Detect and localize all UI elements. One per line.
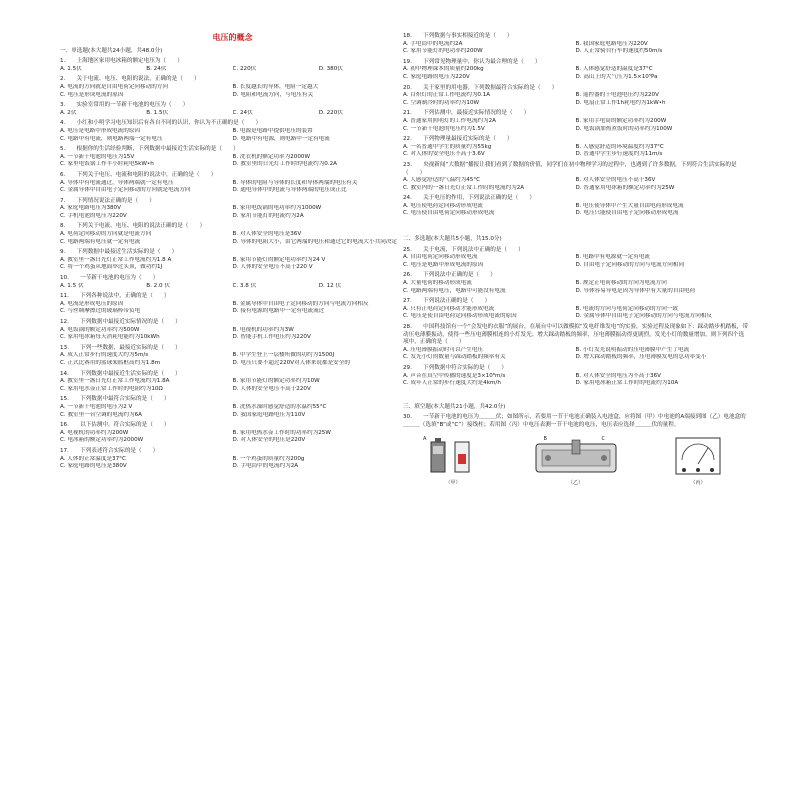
right-question-list (403, 33, 748, 218)
answer-option: D. 高山上的大气压为1.5×10⁵Pa (575, 73, 658, 80)
answer-option: B. 洗热水澡时感觉舒适的水温约55°C (232, 403, 327, 410)
option-list (60, 327, 405, 342)
question-stem: 9. 下列数据中最接近生活实际的是（ ） (60, 249, 178, 256)
answer-option: C. 家庭电路的电压为220V (403, 73, 470, 80)
answer-option: A. 声音在真空中传播的速度是3×10⁸m/s (403, 372, 506, 379)
answer-option: C. 电压是电路中形成电流的原因 (403, 261, 484, 268)
terminal-label-c: C (601, 435, 605, 442)
question (60, 76, 405, 99)
voltmeter-icon (648, 434, 748, 480)
answer-option: C. 教室里一台空调的电流约为6A (60, 411, 142, 418)
option-list (403, 203, 748, 218)
answer-option: B. 长度越长的导体，电阻一定越大 (232, 83, 319, 90)
option-list (403, 177, 748, 192)
question-stem: 18. 下列数据与事实相接近的是（ ） (403, 33, 513, 39)
answer-option: B. 人体感觉舒适的温度是37°C (575, 66, 653, 73)
answer-option: C. 将一个鸡蛋从地面举过头顶，做功约1J (60, 264, 163, 271)
answer-option: C. 电压是形成电流的原因 (60, 91, 124, 98)
answer-option: B. 电压使导体中产生大量自由电荷形成电流 (575, 202, 684, 209)
terminal-label-a: A (423, 435, 427, 442)
answer-option: A. 普通家用照明灯的工作电流约为2A (403, 117, 496, 124)
question (60, 396, 405, 419)
option-list (403, 254, 748, 269)
question-stem: 17. 下列表述符合实际的是（ ） (60, 447, 159, 454)
option-list (60, 180, 405, 195)
answer-option: B. 对人体安全的电压是36V (232, 231, 302, 238)
answer-option: A. 大量电荷的移动形成电流 (403, 280, 472, 287)
question (60, 102, 405, 117)
question-stem: 20. 关于家里的用电器，下列数据最符合实际的是（ ） (403, 84, 558, 91)
option-list (60, 378, 405, 393)
question-stem: 22. 下列物理量最接近实际的是（ ） (403, 136, 513, 143)
answer-option: A. 初中物理课本的质量约200kg (403, 66, 484, 73)
answer-option: A. 1.5伏 (60, 65, 82, 72)
answer-option: D. 家用电冰箱正常工作时的电流约为10A (575, 380, 679, 387)
option-list (403, 92, 748, 107)
question-stem: 3. 实验室常用的一节新干电池的电压为（ ） (60, 102, 189, 109)
answer-option: D. 电压只要不超过220V对人体来说都是安全的 (232, 359, 350, 366)
answer-option: A. 电流是形成电压的原因 (60, 300, 124, 307)
answer-option: A. 教室里一盏日光灯正常工作电流约为1.8 A (60, 256, 172, 263)
answer-option: B. 24伏 (146, 65, 167, 72)
answer-option: D. 增大踩动踏板的频率，压电薄膜发电的总功率变小 (575, 354, 707, 361)
answer-option: A. 压电薄膜振动时可以产生电压 (403, 346, 484, 353)
voltmeter-figure (648, 434, 748, 486)
option-list (403, 347, 748, 362)
option-list (60, 456, 405, 471)
option-list (60, 66, 405, 74)
answer-option: D. 电路中有电源，则电路中一定有电流 (232, 135, 330, 142)
option-list (403, 41, 748, 56)
question-stem: 10. 一节新干电池的电压为（ ） (60, 275, 159, 282)
question-stem: 5. 根据你的生活经验判断，下列数据中最接近生活实际的是（ ） (60, 146, 239, 153)
option-list (60, 84, 405, 99)
answer-option: D. 导体容易导电是因为导体中有大量的自由电荷 (575, 287, 696, 294)
option-list (403, 280, 748, 295)
question-stem: 23. 央视新闻“大数据”播报让我们看到了数据的价值，同学们在初中物理学习的过程中，也遇到了许多数据，下列符合生活实际的是（ ） (403, 161, 737, 176)
answer-option: D. 通电导体中的电流与导体两端的电压成正比 (232, 187, 347, 194)
answer-option: A. 成人正常步行的速度大约为5m/s (60, 352, 149, 359)
caption-jia: （甲） (445, 479, 461, 486)
answer-option: B. 导体的电阻与导体的长度和导体两端的电压有关 (232, 179, 358, 186)
battery-box-icon (526, 434, 626, 480)
answer-option: C. 空调制冷时的功率约为10W (403, 99, 480, 106)
answer-option: D. 自由电子定向移动的方向与电流方向相同 (575, 261, 685, 268)
option-list (403, 118, 748, 133)
question-stem: 28. 中国科技馆有一个“会发电的衣服”的展台，在展台中可以做模拟“发电纤维发电”的实验，实验过程及现象如下：踩动踏步机踏板，带动压电薄膜振动，使得一些压电薄膜相连的小灯发光；增大踩动踏板的频率，压电薄膜振动得更剧烈，发光小灯的数量增加，则下列四个选项中，正确的是（ ） (403, 324, 748, 346)
answer-option: D. 220伏 (318, 109, 343, 116)
answer-option: B. 电流的方向与电荷定向移动的方向一致 (575, 305, 678, 312)
answer-option: D. 电阻和电流方向，与电压有关 (232, 91, 314, 98)
answer-option: C. 家庭电路的电压是380V (60, 463, 127, 470)
question-stem: 29. 下列数据中符合实际的是（ ） (403, 364, 507, 371)
answer-option: D. 手电筒中的电流约为2A (232, 463, 299, 470)
question (403, 247, 748, 270)
question (403, 195, 748, 218)
answer-option: A. 电饭锅的额定功率约为500W (60, 326, 140, 333)
answer-option: A. 人体的正常温度是37°C (60, 455, 126, 462)
question-stem: 12. 下列数据中最接近实际情况的是（ ） (60, 319, 181, 325)
answer-option: C. 电路中有电流，则电路两端一定有电压 (60, 135, 163, 142)
answer-option: C. 手机电池的电压为220V (60, 212, 127, 219)
answer-option: B. 小灯发光说明振动的压电薄膜中产生了电流 (575, 346, 690, 353)
question-stem: 27. 下列说法正确的是（ ） (403, 298, 491, 305)
question (60, 345, 405, 368)
terminal-label-b: B (543, 435, 547, 442)
answer-option: C. 教室内的一盏日光灯正常工作时的电流约为2A (403, 184, 525, 191)
question (60, 223, 405, 246)
question-stem: 4. 小红和小明学习电压知识后有各自不同的认识，你认为不正确的是（ ） (60, 120, 262, 127)
question-stem: 13. 下列一些数据，最接近实际的是（ ） (60, 344, 181, 351)
multi-question-list (403, 247, 748, 388)
question (60, 120, 405, 143)
answer-option: B. 对人体安全的电压为不高于36V (575, 372, 661, 379)
question-stem: 25. 关于电流，下列说法中正确的是（ ） (403, 246, 524, 253)
answer-option: B. 家用电饭锅的电功率约为1000W (232, 205, 322, 212)
option-list (60, 404, 405, 419)
left-column (60, 30, 405, 471)
question (403, 365, 748, 388)
answer-option: A. 电流的方向就是自由电荷定向移动的方向 (60, 83, 168, 90)
answer-option: D. 导体的电阻大小，由它两端的电压和通过它的电流大小共同决定 (232, 238, 397, 245)
caption-bing: （丙） (690, 479, 706, 486)
answer-option: A. 电视机的功率约为200W (60, 429, 129, 436)
answer-option: C. 一节新干电池的电压约为1.5V (403, 125, 485, 132)
question (403, 33, 748, 56)
question (60, 448, 405, 471)
answer-option: B. 洗衣机的额定功率为2000W (232, 153, 311, 160)
question (403, 59, 748, 82)
question-stem: 14. 下列数据中最接近生活实际的是（ ） (60, 370, 181, 377)
answer-option: C. 电路两端有电压，电路中可能没有电流 (403, 287, 506, 294)
question (60, 319, 405, 342)
option-list (60, 430, 405, 445)
right-column (403, 30, 748, 486)
answer-option: C. 与丝绸摩擦过的玻璃棒带负电 (60, 308, 141, 315)
answer-option: D. 电压只能使自由电子定向移动形成电流 (575, 210, 679, 217)
question (403, 162, 748, 192)
answer-option: D. 对人体安全的电压是220V (232, 437, 306, 444)
answer-option: C. 电压是使自由电荷定向移动形成电流的原因 (403, 313, 517, 320)
question-30: 30. 一节新干电池的电压为＿＿＿伏；如图所示，若要用一节干电池正确装入电池盒，应将图（甲）中电池的A端接到图（乙）电池盒的＿＿＿（选填“B”或“C”）接线柱；若用图（丙）中电压表测一节干电池的电压，电压表应选择＿＿＿伏的量程。 (403, 414, 746, 428)
answer-option: D. 人正常骑自行车的速度约50m/s (575, 48, 663, 55)
answer-option: D. 12 伏 (318, 282, 342, 289)
question-stem: 19. 下列常见物理量中，你认为最合理的是（ ） (403, 58, 541, 65)
answer-option: B. 家用手电筒的额定功率约为200W (575, 117, 667, 124)
question-stem: 24. 关于电压的作用，下列说法正确的是（ ） (403, 195, 535, 202)
question (403, 272, 748, 295)
question-stem: 15. 下列数据中最符合实际的是（ ） (60, 396, 170, 403)
answer-option: A. 教室里一盏日光灯正常工作电流约为1.8A (60, 378, 170, 385)
option-list (60, 205, 405, 220)
answer-option: B. 2.0 伏 (146, 282, 170, 289)
answer-option: B. 家用电热水壶工作时的功率约为25W (232, 429, 331, 436)
question (60, 293, 405, 316)
answer-option: A. 导体中有电流通过，导体两端就一定有电压 (60, 179, 174, 186)
answer-option: D. 教室里的日光灯工作时的电流约为0.2A (232, 161, 337, 168)
option-list (60, 283, 405, 291)
question (60, 371, 405, 394)
question-stem: 2. 关于电流、电压、电阻的说法，正确的是（ ） (60, 76, 200, 83)
answer-option: C. 家用节能灯的电功率约200W (403, 48, 483, 55)
battery-icon (403, 434, 503, 480)
left-question-list (60, 58, 405, 471)
option-list (403, 373, 748, 388)
answer-option: B. 规定正电荷移动的方向为电流方向 (575, 280, 667, 287)
option-list (60, 352, 405, 367)
answer-option: C. 电路两端有电压就一定有电流 (60, 238, 141, 245)
answer-option: D. 金属导体中自由电子定向移动的方向与电流方向相反 (575, 313, 713, 320)
question (403, 136, 748, 159)
answer-option: A. 人感觉舒适的气温约为45°C (403, 177, 481, 184)
answer-option: C. 家里电饭锅工作半小时耗电5kW•h (60, 161, 154, 168)
answer-option: B. 电源是电路中提供电压的装置 (232, 127, 313, 134)
answer-option: D. 家用节能灯的电流约为2A (232, 212, 304, 219)
question (403, 324, 748, 362)
figure-row (403, 434, 748, 486)
answer-option: A. 1.5 伏 (60, 282, 84, 289)
answer-option: A. 家庭电路电压为380V (60, 205, 121, 212)
option-list (60, 257, 405, 272)
answer-option: C. 金属导体中自由电子定向移动的方向就是电流方向 (60, 187, 191, 194)
option-list (60, 128, 405, 143)
option-list (403, 66, 748, 81)
answer-option: D. 电饭锅加热煮饭时的功率约为100W (575, 125, 673, 132)
question-stem: 8. 下列关于电流、电压、电阻的说法正确的是（ ） (60, 223, 206, 230)
question-stem: 6. 下列关于电压、电流和电阻的说法中，正确的是（ ） (60, 171, 217, 178)
answer-option: D. 接有电源的电路中一定有电流流过 (232, 308, 325, 315)
answer-option: C. 电冰箱的额定功率约为2000W (60, 437, 144, 444)
option-list (60, 154, 405, 169)
option-list (60, 110, 405, 118)
answer-option: B. 人感觉舒适的环境温度约为37°C (575, 143, 664, 150)
answer-option: C. 成年人正常的步行速度大约是4km/h (403, 380, 501, 387)
answer-option: A. 一节新干电池的电压为15V (60, 153, 135, 160)
answer-option: D. 我国家庭电路电压为110V (232, 411, 306, 418)
answer-option: B. 金属导体中自由电子定向移动的方向与电流方向相反 (232, 300, 369, 307)
answer-option: D. 380伏 (318, 65, 343, 72)
option-list (60, 231, 405, 246)
caption-yi: （乙） (567, 479, 583, 486)
answer-option: C. 对人体的安全电压不高于3.6V (403, 151, 485, 158)
answer-option: D. 智能手机工作电压约为220V (232, 334, 311, 341)
battery-figure (403, 434, 503, 486)
answer-option: C. 3.8 伏 (232, 282, 257, 289)
answer-option: C. 发光小灯的数量与踩动踏板的频率有关 (403, 354, 506, 361)
battery-box-figure (526, 434, 626, 486)
answer-option: D. 普通中学生步行速度约为11m/s (575, 151, 663, 158)
question (60, 198, 405, 221)
answer-option: A. 只有正电荷定向移动才能形成电流 (403, 305, 495, 312)
answer-option: B. 电视机的功率约为3W (232, 326, 294, 333)
answer-option: B. 中学生登上一层楼所做的功约为1500J (232, 352, 335, 359)
answer-option: A. 手电筒中的电流约2A (403, 40, 463, 47)
answer-option: C. 正式比赛用的篮球架篮框高约为1.8m (60, 359, 161, 366)
answer-option: D. 电扇正常工作1h耗电约为1kW•h (575, 99, 666, 106)
multi-choice-section-heading: 二、多选题(本大题共5小题，共15.0分) (403, 236, 502, 243)
question-stem: 26. 下列说法中正确的是（ ） (403, 272, 496, 279)
option-list (403, 306, 748, 321)
answer-option: B. 一个鸡蛋的质量约为200g (232, 455, 305, 462)
answer-option: A. 白炽灯的正常工作电流约为0.1A (403, 92, 491, 99)
question-stem: 11. 下列各种说法中，正确的是（ ） (60, 293, 170, 300)
answer-option: C. 电压使自由电荷定向移动形成电流 (403, 210, 495, 217)
page-title: 电压的概念 (212, 33, 253, 42)
answer-option: A. 一节新干电池的电压为2 V (60, 403, 133, 410)
answer-option: B. 1.5伏 (146, 109, 169, 116)
option-list (403, 144, 748, 159)
answer-option: D. 人体的安全电压不高于220 V (232, 264, 313, 271)
question (60, 58, 405, 73)
answer-option: B. 对人体安全的电压不高于36V (575, 177, 656, 184)
question-stem: 16. 以下估测中，符合实际的是（ ） (60, 422, 170, 429)
single-choice-section-heading: 一、单选题(本大题共24小题，共48.0分) (60, 47, 163, 54)
question (60, 249, 405, 272)
answer-option: C. 24伏 (232, 109, 253, 116)
question (60, 146, 405, 169)
question (403, 110, 748, 133)
answer-option: C. 220伏 (232, 65, 257, 72)
answer-option: A. 电压是电路中形成电流的原因 (60, 127, 141, 134)
answer-option: B. 遥控器的干电池电压约为220V (575, 92, 659, 99)
question-stem: 7. 下列情况说法正确的是（ ） (60, 197, 155, 204)
question (60, 422, 405, 445)
question-stem: 21. 下列估测中，最接近实际情况的是（ ） (403, 110, 530, 117)
question (60, 275, 405, 290)
answer-option: C. 家用电冰箱每天消耗电能约为10kWh (60, 334, 160, 341)
question (403, 298, 748, 321)
question-stem: 1. 上海地区家用电冰箱的额定电压为（ ） (60, 58, 183, 65)
option-list (60, 301, 405, 316)
answer-option: D. 普通家用电冰箱的额定功率约为25W (575, 184, 675, 191)
answer-option: A. 一名普通中学生的质量约为55kg (403, 143, 492, 150)
answer-option: C. 家用电水壶正常工作时的电阻约为10Ω (60, 385, 163, 392)
question (403, 85, 748, 108)
answer-option: A. 2伏 (60, 109, 77, 116)
answer-option: B. 家用节能灯的额定功率约为10W (232, 378, 320, 385)
fill-section-heading: 三、填空题(本大题共21小题，共42.0分) (403, 403, 506, 410)
answer-option: B. 电路中有电源就一定有电流 (575, 254, 651, 261)
answer-option: A. 自由电荷定向移动形成电流 (403, 254, 478, 261)
question (60, 172, 405, 195)
answer-option: A. 电荷定向移动的方向就是电流方向 (60, 231, 152, 238)
answer-option: B. 家用节能灯的额定电功率约为24 V (232, 256, 326, 263)
answer-option: A. 电压使电荷定向移动形成电流 (403, 202, 484, 209)
answer-option: B. 我国家庭电路电压为220V (575, 40, 648, 47)
answer-option: D. 人体的安全电压不高于220V (232, 385, 311, 392)
